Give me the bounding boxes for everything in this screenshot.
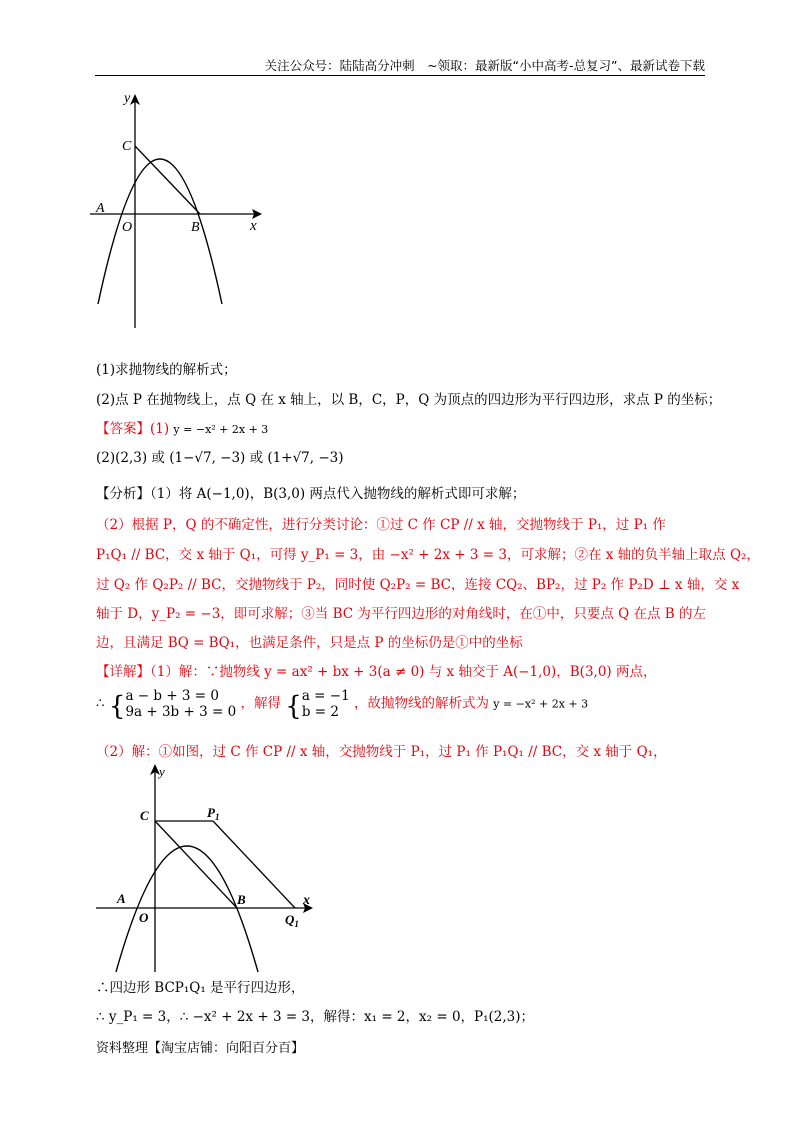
label-y: y <box>124 91 131 106</box>
parabola-curve <box>116 846 258 972</box>
detail-line-2 <box>96 688 588 720</box>
equation-system <box>125 688 236 720</box>
question-1: (1)求抛物线的解析式； <box>96 362 237 378</box>
page-footer: 资料整理【淘宝店铺：向阳百分百】 <box>96 1041 305 1056</box>
figure-parabola-2 <box>96 760 326 972</box>
page-header: 关注公众号：陆陆高分冲刺 ~领取：最新版“小中高考-总复习”、最新试卷下载 <box>264 58 705 73</box>
segment-cb <box>135 146 200 214</box>
solution-2: b = 2 <box>301 704 339 720</box>
detail-line-5: ∴ y_P₁ = 3，∴ −x² + 2x + 3 = 3，解得：x₁ = 2，x₂ = 0，P₁(2,3)； <box>96 1009 535 1025</box>
label-c: C <box>122 139 132 154</box>
label-a: A <box>96 201 105 216</box>
answer-1-formula: y = −x² + 2x + 3 <box>173 423 269 436</box>
figure-parabola-1 <box>90 88 270 338</box>
label-q1: $Q_1$ <box>285 912 299 929</box>
left-brace-1: { <box>108 691 126 722</box>
equation-2: 9a + 3b + 3 = 0 <box>125 704 237 720</box>
header-rule <box>95 75 705 76</box>
label-b: B <box>237 892 246 907</box>
parabola-curve <box>98 159 222 304</box>
detail-line-1: 【详解】（1）解：∵抛物线 y = ax² + bx + 3(a ≠ 0) 与 x 轴交于 A(−1,0)，B(3,0) 两点， <box>96 664 657 680</box>
label-o: O <box>139 910 149 925</box>
label-x: x <box>250 218 257 234</box>
analysis-line-6: 边，且满足 BQ = BQ₁，也满足条件，只是点 P 的坐标仍是①中的坐标 <box>96 635 523 651</box>
therefore-symbol: ∴ <box>96 695 105 712</box>
left-brace-2: { <box>285 691 302 722</box>
question-2: (2)点 P 在抛物线上，点 Q 在 x 轴上，以 B，C，P，Q 为顶点的四边形为平行四边形，求点 P 的坐标； <box>96 392 722 408</box>
answer-1-num: (1) <box>150 421 170 437</box>
equation-1: a − b + 3 = 0 <box>125 688 219 704</box>
analysis-line-4: 过 Q₂ 作 Q₂P₂ // BC，交抛物线于 P₂，同时使 Q₂P₂ = BC，连接 CQ₂、BP₂，过 P₂ 作 P₂D ⊥ x 轴，交 x <box>96 577 740 593</box>
answer-tag: 【答案】 <box>96 421 150 437</box>
answer-1 <box>96 417 268 437</box>
detail-line-4: ∴四边形 BCP₁Q₁ 是平行四边形， <box>96 980 305 996</box>
analysis-line-1: 【分析】（1）将 A(−1,0)，B(3,0) 两点代入抛物线的解析式即可求解； <box>96 486 526 502</box>
label-x: x <box>303 893 310 908</box>
solution-system <box>302 688 350 720</box>
solution-1: a = −1 <box>301 688 350 704</box>
answer-2: (2)(2,3) 或 (1−√7, −3) 或 (1+√7, −3) <box>96 450 344 466</box>
label-p1: $P_1$ <box>207 805 220 822</box>
detail-line-3: （2）解：①如图，过 C 作 CP // x 轴，交抛物线于 P₁，过 P₁ 作 P₁Q₁ // BC，交 x 轴于 Q₁， <box>96 744 667 760</box>
conclusion-formula: y = −x² + 2x + 3 <box>493 697 589 711</box>
label-o: O <box>122 220 133 235</box>
label-c: C <box>140 808 149 823</box>
solve-text: ，解得 <box>240 695 281 712</box>
label-b: B <box>191 220 200 235</box>
label-y: y <box>159 764 165 779</box>
conclusion-text: ，故抛物线的解析式为 <box>353 695 489 712</box>
analysis-line-5: 轴于 D，y_P₂ = −3，即可求解；③当 BC 为平行四边形的对角线时，在①中，只要点 Q 在点 B 的左 <box>96 606 707 622</box>
analysis-line-3: P₁Q₁ // BC，交 x 轴于 Q₁，可得 y_P₁ = 3，由 −x² + 2x + 3 = 3，可求解；②在 x 轴的负半轴上取点 Q₂， <box>96 547 760 563</box>
analysis-line-2: （2）根据 P，Q 的不确定性，进行分类讨论：①过 C 作 CP // x 轴，交抛物线于 P₁，过 P₁ 作 <box>96 517 666 533</box>
label-a: A <box>117 891 126 906</box>
